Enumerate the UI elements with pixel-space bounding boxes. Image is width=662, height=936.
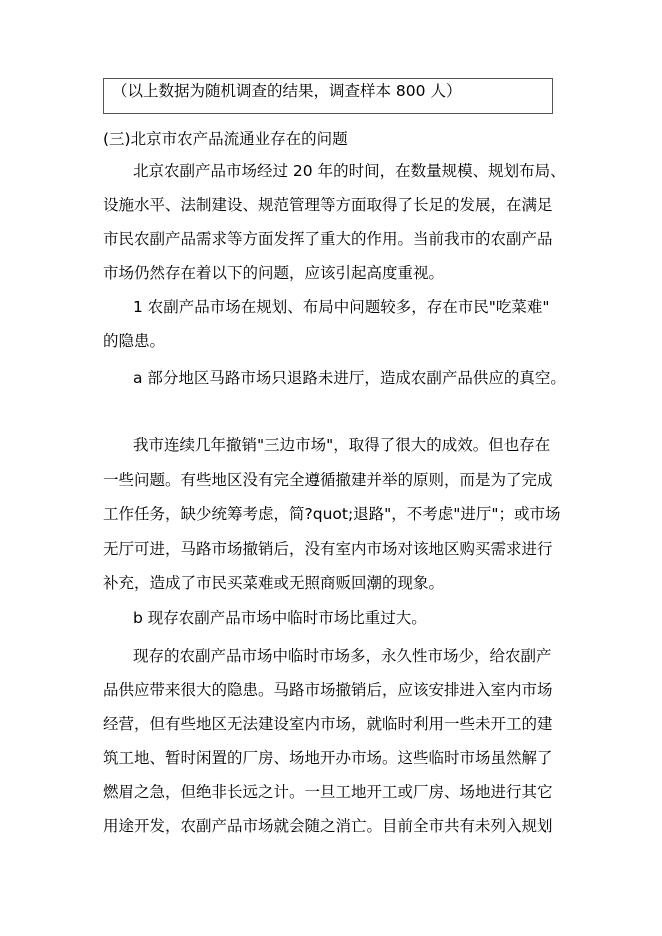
- paragraph-1-line-3: 市民农副产品需求等方面发挥了重大的作用。当前我市的农副产品: [103, 230, 553, 248]
- point-1-line-2: 的隐患。: [103, 332, 166, 350]
- paragraph-3-line-2: 品供应带来很大的隐患。马路市场撤销后，应该安排进入室内市场: [103, 681, 553, 699]
- paragraph-3-line-1: 现存的农副产品市场中临时市场多，永久性市场少，给农副产: [133, 647, 552, 665]
- paragraph-1-line-4: 市场仍然存在着以下的问题，应该引起高度重视。: [103, 264, 445, 282]
- paragraph-2-line-4: 无厅可进，马路市场撤销后，没有室内市场对该地区购买需求进行: [103, 540, 553, 558]
- paragraph-2-line-3: 工作任务，缺少统筹考虑，简?quot;退路"，不考虑"进厅"；或市场: [103, 505, 561, 523]
- section-heading: (三)北京市农产品流通业存在的问题: [103, 130, 348, 148]
- paragraph-2-line-1: 我市连续几年撤销"三边市场"，取得了很大的成效。但也存在: [133, 436, 551, 454]
- paragraph-3-line-6: 用途开发，农副产品市场就会随之消亡。目前全市共有未列入规划: [103, 817, 553, 835]
- paragraph-3-line-3: 经营，但有些地区无法建设室内市场，就临时利用一些未开工的建: [103, 715, 553, 733]
- sub-point-a: a 部分地区马路市场只退路未进厅，造成农副产品供应的真空。: [133, 369, 566, 387]
- paragraph-2-line-2: 一些问题。有些地区没有完全遵循撤建并举的原则，而是为了完成: [103, 471, 553, 489]
- sub-point-b: b 现存农副产品市场中临时市场比重过大。: [133, 609, 427, 627]
- survey-note: （以上数据为随机调查的结果，调查样本 800 人）: [112, 82, 462, 100]
- paragraph-1-line-1: 北京农副产品市场经过 20 年的时间，在数量规模、规划布局、: [133, 162, 566, 180]
- paragraph-3-line-5: 燃眉之急，但绝非长远之计。一旦工地开工或厂房、场地进行其它: [103, 783, 553, 801]
- paragraph-3-line-4: 筑工地、暂时闲置的厂房、场地开办市场。这些临时市场虽然解了: [103, 749, 553, 767]
- point-1-line-1: 1 农副产品市场在规划、布局中问题较多，存在市民"吃菜难": [133, 298, 550, 316]
- paragraph-2-line-5: 补充，造成了市民买菜难或无照商贩回潮的现象。: [103, 574, 445, 592]
- paragraph-1-line-2: 设施水平、法制建设、规范管理等方面取得了长足的发展，在满足: [103, 196, 553, 214]
